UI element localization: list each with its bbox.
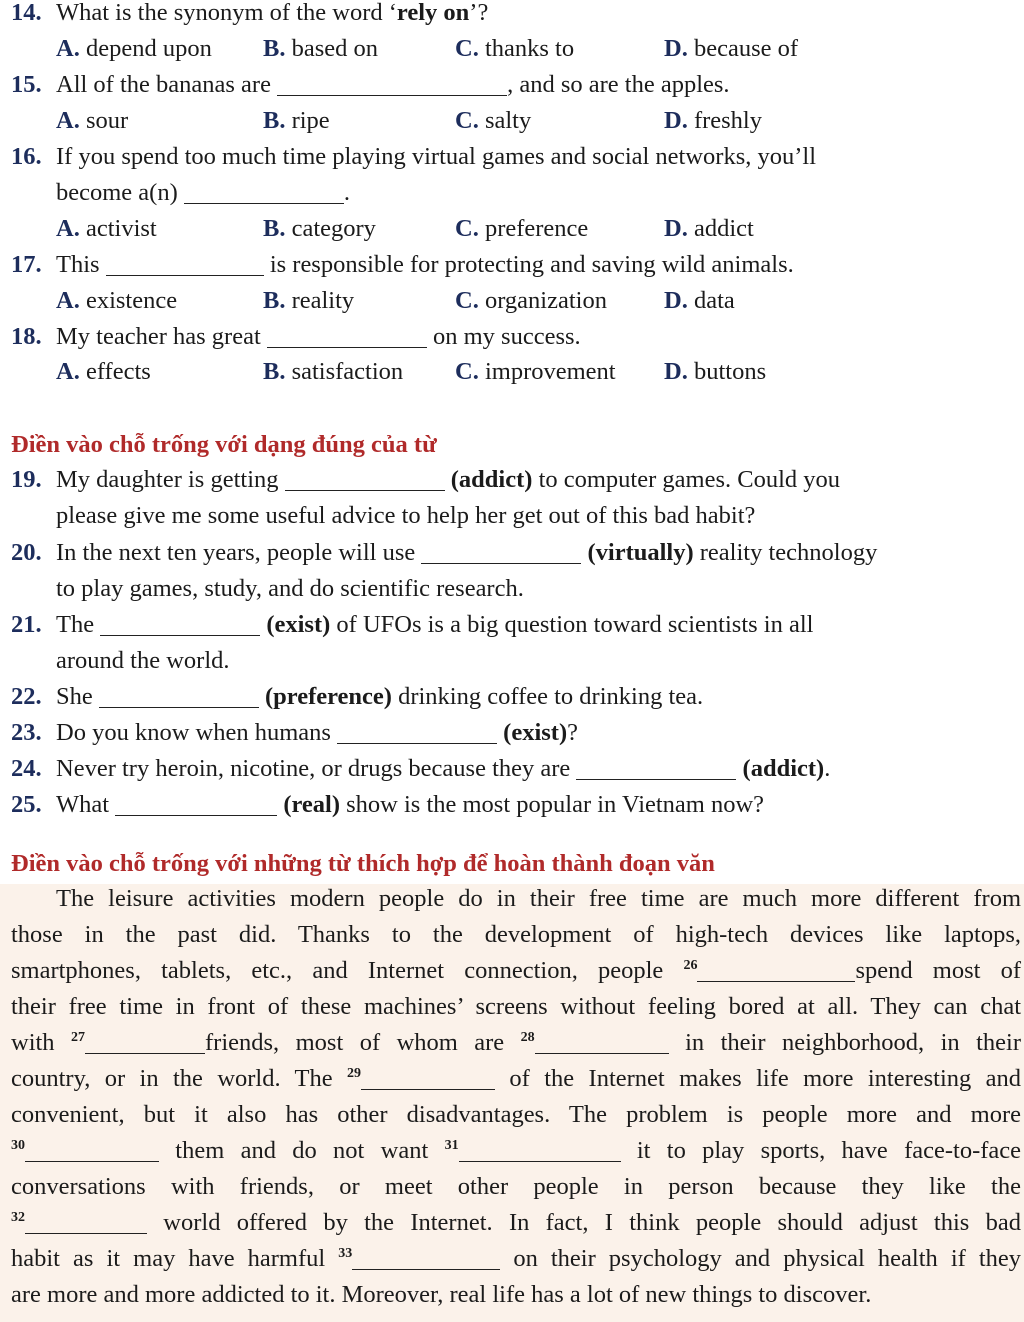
option-a[interactable]: A. depend upon	[56, 35, 212, 62]
answer-blank[interactable]	[100, 609, 260, 636]
question-16	[0, 139, 1024, 175]
question-number: 15.	[11, 71, 42, 98]
section-heading-word-form: Điền vào chỗ trống với dạng đúng của từ	[11, 431, 437, 458]
blank-number: 31	[444, 1138, 459, 1153]
answer-blank[interactable]	[85, 1027, 205, 1054]
option-a[interactable]: A. sour	[56, 107, 129, 134]
option-c[interactable]: C. salty	[455, 107, 532, 134]
question-20	[0, 535, 1024, 571]
option-b[interactable]: B. reality	[263, 287, 355, 314]
question-21	[0, 607, 1024, 643]
answer-blank[interactable]	[697, 955, 855, 982]
blank-number: 30	[11, 1138, 25, 1153]
option-d[interactable]: D. addict	[664, 215, 754, 242]
passage-line: $^{32}$ world offered by the Internet. In fact, I think people should adjust this bad	[11, 1209, 1022, 1236]
option-d[interactable]: D. because of	[664, 35, 799, 62]
question-23	[0, 715, 1024, 751]
answer-blank[interactable]	[277, 69, 507, 96]
passage-line: $^{30}$ them and do not want $^{31}$ it to play sports, have face-to-face	[11, 1137, 1022, 1164]
question-number: 20.	[11, 539, 42, 566]
answer-blank[interactable]	[352, 1243, 500, 1270]
passage-line: habit as it may have harmful $^{33}$ on their psychology and physical health if they	[11, 1245, 1022, 1272]
answer-blank[interactable]	[421, 537, 581, 564]
option-b[interactable]: B. based on	[263, 35, 379, 62]
options-14	[0, 31, 1024, 67]
question-number: 16.	[11, 143, 42, 170]
blank-number: 26	[683, 958, 698, 973]
option-d[interactable]: D. freshly	[664, 107, 762, 134]
question-15	[0, 67, 1024, 103]
question-text: The (exist) of UFOs is a big question toward scientists in all	[56, 611, 814, 638]
question-text: What is the synonym of the word ‘rely on’?	[56, 0, 489, 26]
passage-line: are more and more addicted to it. Moreover, real life has a lot of new things to discover.	[11, 1281, 872, 1308]
answer-blank[interactable]	[25, 1135, 159, 1162]
answer-blank[interactable]	[361, 1063, 495, 1090]
question-20-continued: to play games, study, and do scientific research.	[56, 575, 524, 602]
question-19-continued: please give me some useful advice to help her get out of this bad habit?	[56, 502, 756, 529]
question-text: If you spend too much time playing virtual games and social networks, you’ll	[56, 143, 817, 170]
question-18	[0, 319, 1024, 355]
answer-blank[interactable]	[106, 249, 264, 276]
passage-line: with $^{27}$ friends, most of whom are $^{28}$ in their neighborhood, in their	[11, 1029, 1022, 1056]
passage-line: those in the past did. Thanks to the development of high-tech devices like laptops,	[11, 921, 1021, 948]
blank-number: 32	[11, 1210, 25, 1225]
question-19	[0, 462, 1024, 498]
question-text: This is responsible for protecting and saving wild animals.	[56, 251, 794, 278]
question-number: 24.	[11, 755, 42, 782]
option-b[interactable]: B. category	[263, 215, 376, 242]
option-b[interactable]: B. satisfaction	[263, 358, 404, 385]
question-number: 22.	[11, 683, 42, 710]
option-a[interactable]: A. activist	[56, 215, 157, 242]
passage-line: their free time in front of these machines’ screens without feeling bored at all. They can chat	[11, 993, 1021, 1020]
options-18	[0, 354, 1024, 390]
answer-blank[interactable]	[285, 464, 445, 491]
question-25	[0, 787, 1024, 823]
options-15	[0, 103, 1024, 139]
question-number: 17.	[11, 251, 42, 278]
option-c[interactable]: C. thanks to	[455, 35, 575, 62]
answer-blank[interactable]	[99, 681, 259, 708]
answer-blank[interactable]	[25, 1207, 147, 1234]
blank-number: 28	[520, 1030, 535, 1045]
question-number: 14.	[11, 0, 42, 26]
passage-line: The leisure activities modern people do in their free time are much more different from	[56, 885, 1021, 912]
options-16	[0, 211, 1024, 247]
question-text: Never try heroin, nicotine, or drugs because they are (addict).	[56, 755, 831, 782]
question-14	[0, 0, 1024, 31]
answer-blank[interactable]	[337, 717, 497, 744]
answer-blank[interactable]	[535, 1027, 669, 1054]
answer-blank[interactable]	[115, 789, 277, 816]
option-b[interactable]: B. ripe	[263, 107, 330, 134]
question-16-continued: become a(n) .	[56, 179, 350, 206]
blank-number: 27	[71, 1030, 86, 1045]
option-c[interactable]: C. organization	[455, 287, 607, 314]
blank-number: 29	[347, 1066, 362, 1081]
question-text: She (preference) drinking coffee to drinking tea.	[56, 683, 704, 710]
blank-number: 33	[338, 1246, 353, 1261]
passage-line: convenient, but it also has other disadvantages. The problem is people more and more	[11, 1101, 1021, 1128]
question-text: My daughter is getting (addict) to computer games. Could you	[56, 466, 841, 493]
question-text: What (real) show is the most popular in Vietnam now?	[56, 791, 765, 818]
question-21-continued: around the world.	[56, 647, 230, 674]
section-heading-passage: Điền vào chỗ trống với những từ thích hợp để hoàn thành đoạn văn	[11, 850, 715, 877]
option-d[interactable]: D. buttons	[664, 358, 767, 385]
question-number: 19.	[11, 466, 42, 493]
passage-line: country, or in the world. The $^{29}$ of the Internet makes life more interesting and	[11, 1065, 1022, 1092]
option-c[interactable]: C. improvement	[455, 358, 616, 385]
question-text: All of the bananas are , and so are the apples.	[56, 71, 730, 98]
answer-blank[interactable]	[184, 177, 344, 204]
question-text: In the next ten years, people will use (virtually) reality technology	[56, 539, 878, 566]
question-24	[0, 751, 1024, 787]
answer-blank[interactable]	[459, 1135, 621, 1162]
question-text: My teacher has great on my success.	[56, 323, 581, 350]
question-number: 23.	[11, 719, 42, 746]
passage-line: smartphones, tablets, etc., and Internet connection, people $^{26}$ spend most of	[11, 957, 1022, 984]
question-text: Do you know when humans (exist)?	[56, 719, 578, 746]
question-number: 25.	[11, 791, 42, 818]
answer-blank[interactable]	[267, 321, 427, 348]
question-22	[0, 679, 1024, 715]
option-d[interactable]: D. data	[664, 287, 735, 314]
option-a[interactable]: A. existence	[56, 287, 178, 314]
answer-blank[interactable]	[576, 753, 736, 780]
option-c[interactable]: C. preference	[455, 215, 589, 242]
question-17	[0, 247, 1024, 283]
options-17	[0, 283, 1024, 319]
passage-line: conversations with friends, or meet other people in person because they like the	[11, 1173, 1021, 1200]
question-number: 18.	[11, 323, 42, 350]
question-number: 21.	[11, 611, 42, 638]
option-a[interactable]: A. effects	[56, 358, 151, 385]
